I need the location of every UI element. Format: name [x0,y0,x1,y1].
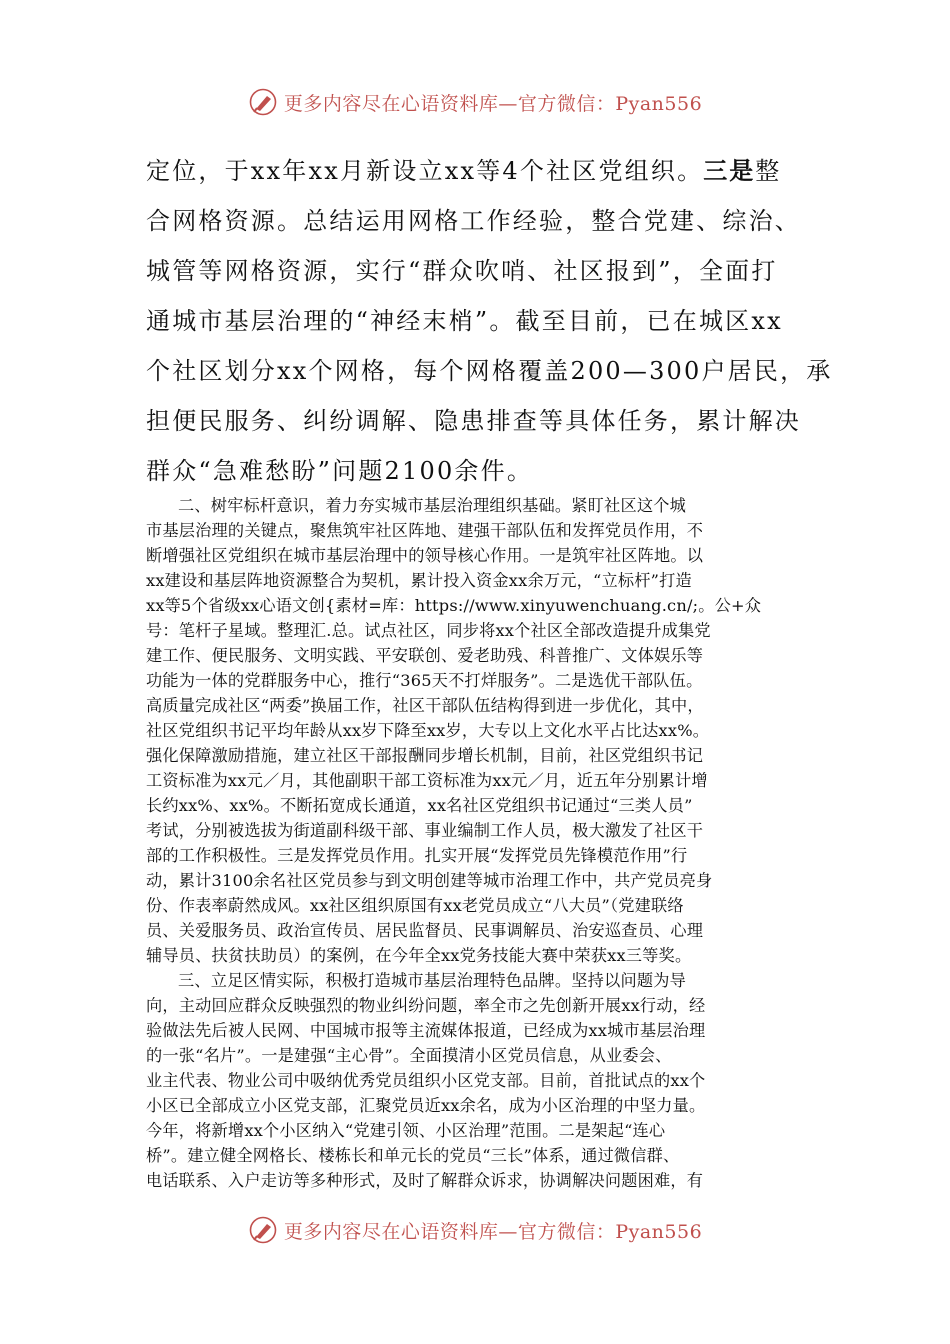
text-line: 强化保障激励措施，建立社区干部报酬同步增长机制，目前，社区党组织书记 [146,746,704,765]
watermark-text: 更多内容尽在心语资料库—官方微信：Pyan556 [283,1220,703,1243]
text-line: 建工作、便民服务、文明实践、平安联创、爱老助残、科普推广、文体娱乐等 [146,646,704,665]
text-line: 业主代表、物业公司中吸纳优秀党员组织小区党支部。目前，首批试点的xx个 [146,1071,706,1090]
text-line: 三、立足区情实际，积极打造城市基层治理特色品牌。坚持以问题为导 [178,971,687,990]
watermark-text: 更多内容尽在心语资料库—官方微信：Pyan556 [283,92,703,115]
text-line: 高质量完成社区“两委”换届工作，社区干部队伍结构得到进一步优化，其中， [146,696,704,715]
text-line: 员、关爱服务员、政治宣传员、居民监督员、民事调解员、治安巡查员、心理 [146,921,704,940]
text-line: 今年，将新增xx个小区纳入“党建引领、小区治理”范围。二是架起“连心 [146,1121,666,1140]
pen-nib-circle-logo [248,87,278,117]
pen-nib-circle-logo [248,1215,278,1245]
section-two-paragraph [146,493,808,968]
text-line: xx等5个省级xx心语文创{素材=库：https://www.xinyuwenchuang.cn/;。公+众 [146,596,762,615]
text-line: 群众“急难愁盼”问题2100余件。 [146,457,534,485]
text-line: 社区党组织书记平均年龄从xx岁下降至xx岁，大专以上文化水平占比达xx%。 [146,721,710,740]
text-line: 长约xx%、xx%。不断拓宽成长通道，xx名社区党组织书记通过“三类人员” [146,796,693,815]
text-line: 工资标准为xx元／月，其他副职干部工资标准为xx元／月，近五年分别累计增 [146,771,708,790]
large-text-paragraph [146,146,833,496]
text-line: 份、作表率蔚然成风。xx社区组织原国有xx老党员成立“八大员”（党建联络 [146,896,684,915]
text-line: 二、树牢标杆意识，着力夯实城市基层治理组织基础。紧盯社区这个城 [178,496,687,515]
section-three-paragraph [146,968,808,1193]
text-line: 担便民服务、纠纷调解、隐患排查等具体任务，累计解决 [146,407,801,435]
text-line: 通城市基层治理的“神经末梢”。截至目前，已在城区xx [146,307,783,335]
text-line: 功能为一体的党群服务中心，推行“365天不打烊服务”。二是选优干部队伍。 [146,671,703,690]
text-line: 的一张“名片”。一是建强“主心骨”。全面摸清小区党员信息，从业委会、 [146,1046,672,1065]
text-line: 电话联系、入户走访等多种形式，及时了解群众诉求，协调解决问题困难，有 [146,1171,704,1190]
text-line: 考试，分别被选拔为街道副科级干部、事业编制工作人员，极大激发了社区干 [146,821,704,840]
text-line: 合网格资源。总结运用网格工作经验，整合党建、综治、 [146,207,801,235]
watermark-banner-bottom [0,1210,950,1250]
text-line: xx建设和基层阵地资源整合为契机，累计投入资金xx余万元，“立标杆”打造 [146,571,692,590]
text-line: 断增强社区党组织在城市基层治理中的领导核心作用。一是筑牢社区阵地。以 [146,546,704,565]
watermark-banner-top [0,82,950,122]
text-line: 验做法先后被人民网、中国城市报等主流媒体报道，已经成为xx城市基层治理 [146,1021,706,1040]
text-line: 辅导员、扶贫扶助员）的案例，在今年全xx党务技能大赛中荣获xx三等奖。 [146,946,692,965]
text-line: 个社区划分xx个网格，每个网格覆盖200—300户居民，承 [146,357,833,385]
text-line: 号：笔杆子星域。整理汇.总。试点社区，同步将xx个社区全部改造提升成集党 [146,621,711,640]
text-line: 桥”。建立健全网格长、楼栋长和单元长的党员“三长”体系，通过微信群、 [146,1146,680,1165]
text-line: 城管等网格资源，实行“群众吹哨、社区报到”，全面打 [146,257,778,285]
text-line: 向，主动回应群众反映强烈的物业纠纷问题，率全市之先创新开展xx行动，经 [146,996,706,1015]
text-line: 动，累计3100余名社区党员参与到文明创建等城市治理工作中，共产党员亮身 [146,871,713,890]
text-line: 市基层治理的关键点，聚焦筑牢社区阵地、建强干部队伍和发挥党员作用，不 [146,521,704,540]
text-line: 部的工作积极性。三是发挥党员作用。扎实开展“发挥党员先锋模范作用”行 [146,846,688,865]
text-line: 小区已全部成立小区党支部，汇聚党员近xx余名，成为小区治理的中坚力量。 [146,1096,706,1115]
text-line: 定位，于xx年xx月新设立xx等4个社区党组织。三是整 [146,156,782,185]
